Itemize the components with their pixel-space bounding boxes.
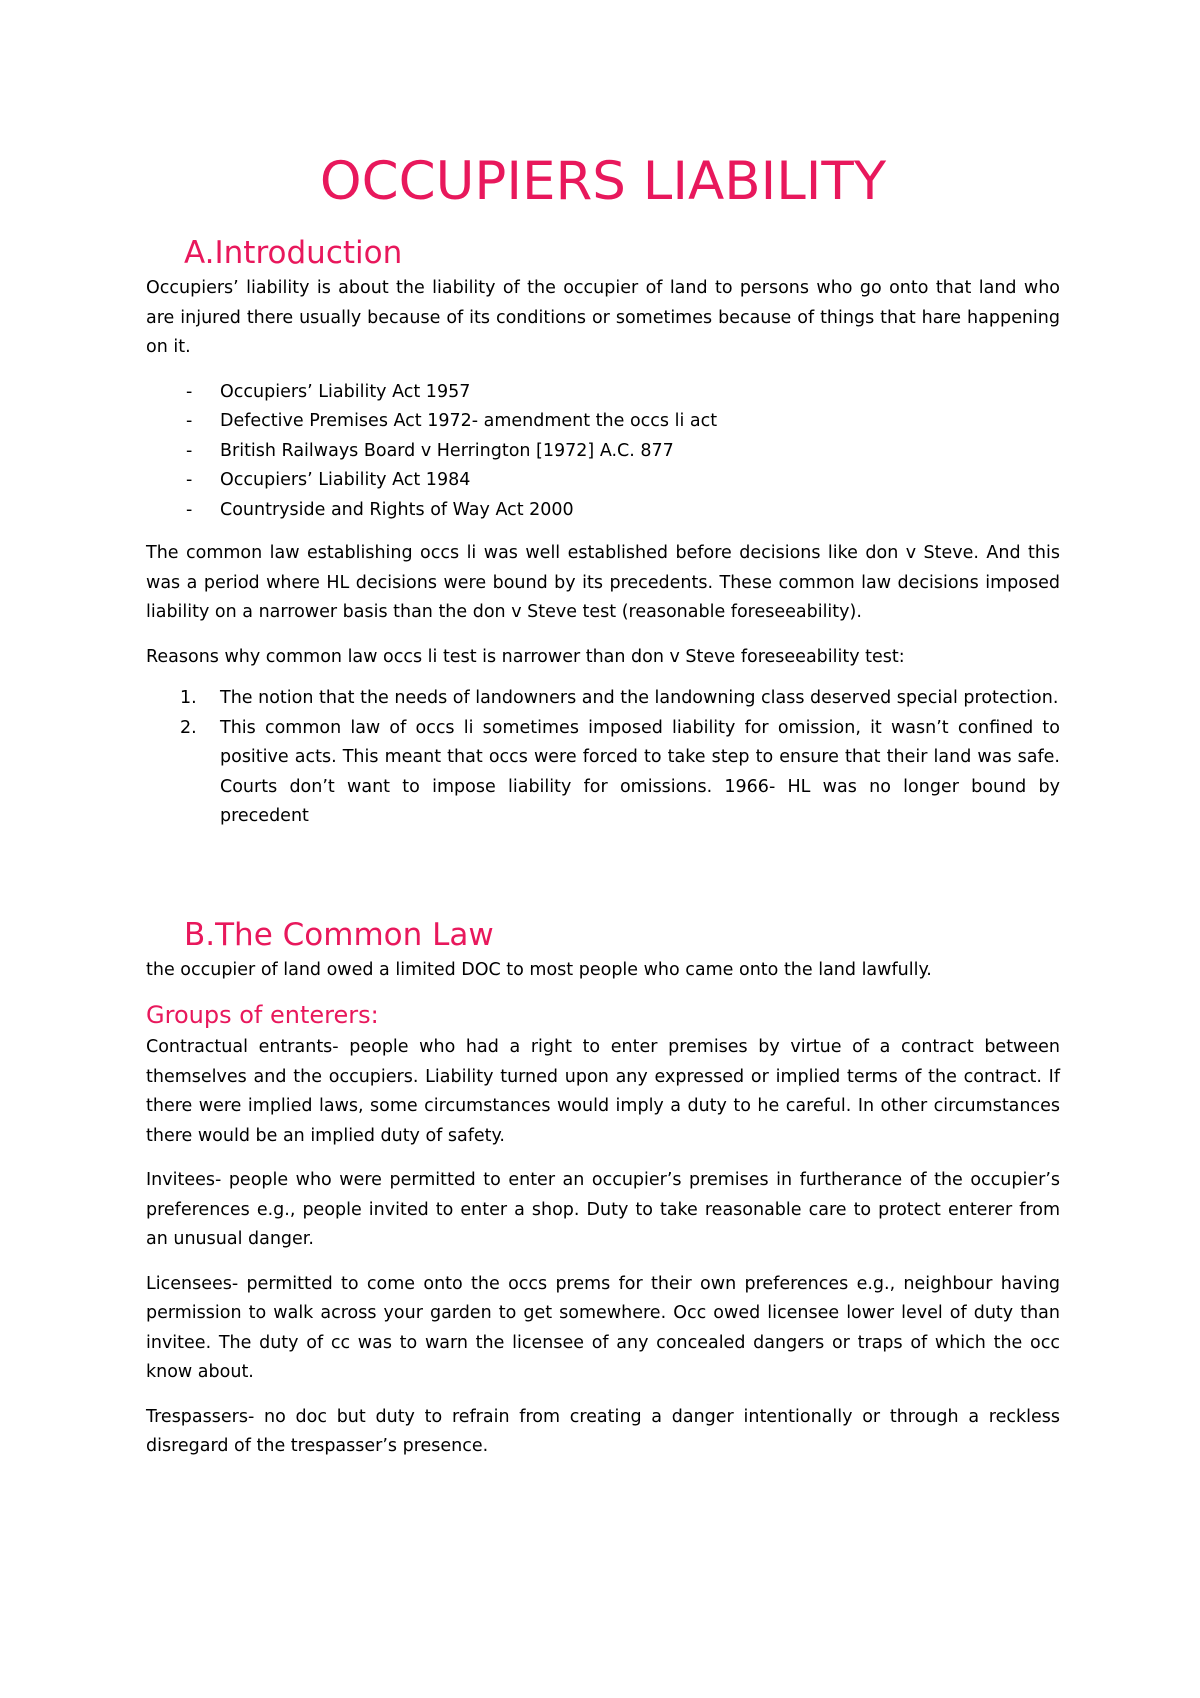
list-dash: -: [186, 411, 193, 431]
section-a-heading: [184, 232, 1060, 274]
group-paragraph-trespassers: Trespassers- no doc but duty to refrain from creating a danger intentionally or through a reckless disregard of the trespasser’s presence.: [146, 1406, 1060, 1456]
groups-subheading: Groups of enterers:: [146, 1001, 379, 1029]
list-item: - British Railways Board v Herrington [1972] A.C. 877: [146, 437, 1060, 467]
reasons-lead-paragraph: Reasons why common law occs li test is narrower than don v Steve foreseeability test:: [146, 646, 905, 667]
section-b-letter: B.: [184, 916, 216, 953]
group-paragraph-licensees: Licensees- permitted to come onto the occs prems for their own preferences e.g., neighbour having permission to walk across your garden to get somewhere. Occ owed licensee lower level of duty than invitee. The duty of cc was to warn the licensee of any concealed dangers or traps of which the occ know about.: [146, 1273, 1060, 1382]
common-law-paragraph: The common law establishing occs li was well established before decisions like don v Steve. And this was a period where HL decisions were bound by its precedents. These common law decisions imposed liability on a narrower basis than the don v Steve test (reasonable foreseeability).: [146, 543, 1060, 622]
list-item: - Countryside and Rights of Way Act 2000: [146, 496, 1060, 526]
section-b-heading: [184, 914, 1060, 956]
list-dash: -: [186, 440, 193, 461]
section-b-title: The Common Law: [215, 916, 494, 953]
legislation-list: [146, 378, 1060, 526]
list-item: - Occupiers’ Liability Act 1984: [146, 466, 1060, 496]
list-item: 2. This common law of occs li sometimes imposed liability for omission, it wasn’t confined to positive acts. This meant that occs were forced to take step to ensure that their land was safe. Courts don’t want to impose liability for omissions. 1966- HL was no longer bound by precedent: [146, 714, 1060, 832]
list-dash: -: [186, 499, 193, 520]
list-item: - Occupiers’ Liability Act 1957: [146, 378, 1060, 408]
list-item: 1. The notion that the needs of landowners and the landowning class deserved special protection.: [146, 684, 1060, 714]
group-paragraph-invitees: Invitees- people who were permitted to enter an occupier’s premises in furtherance of the occupier’s preferences e.g., people invited to enter a shop. Duty to take reasonable care to protect enterer from an unusual danger.: [146, 1170, 1060, 1249]
section-spacer: [146, 832, 1060, 914]
intro-paragraph: Occupiers’ liability is about the liability of the occupier of land to persons who go onto that land who are injured there usually because of its conditions or sometimes because of things that hare happening on it.: [146, 278, 1060, 357]
list-item: - Defective Premises Act 1972- amendment the occs li act: [146, 407, 1060, 437]
document-body: [146, 140, 1060, 1477]
group-paragraph-contractual: Contractual entrants- people who had a right to enter premises by virtue of a contract between themselves and the occupiers. Liability turned upon any expressed or implied terms of the contract. If there were implied laws, some circumstances would imply a duty to he careful. In other circumstances there would be an implied duty of safety.: [146, 1037, 1060, 1146]
reasons-list: [146, 684, 1060, 832]
section-b-intro: the occupier of land owed a limited DOC to most people who came onto the land lawfully.: [146, 959, 932, 980]
section-a-title: Introduction: [214, 235, 403, 271]
list-number: 2.: [180, 717, 197, 738]
list-number: 1.: [180, 688, 197, 708]
list-dash: -: [186, 470, 193, 490]
document-title: OCCUPIERS LIABILITY: [319, 151, 887, 212]
section-a-letter: A.: [184, 235, 215, 271]
list-dash: -: [186, 381, 193, 402]
